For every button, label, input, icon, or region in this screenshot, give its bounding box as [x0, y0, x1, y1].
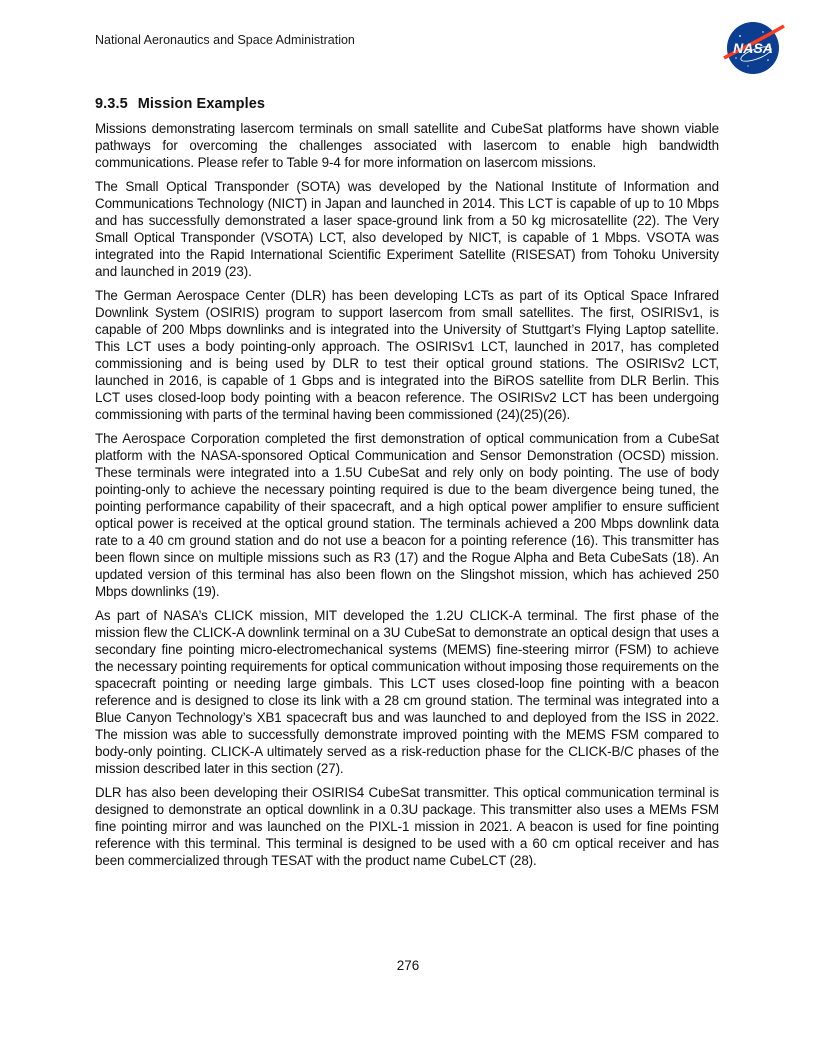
nasa-logo-icon: [718, 18, 788, 78]
nasa-logo-text: NASA: [733, 40, 773, 56]
paragraph-osiris4: DLR has also been developing their OSIRIS4 CubeSat transmitter. This optical communication terminal is designed to demonstrate an optical downlink in a 0.3U package. This transmitter also uses a MEMs FSM fine pointing mirror and was launched on the PIXL-1 mission in 2021. A beacon is used for fine pointing reference with this terminal. This terminal is designed to be used with a 60 cm optical receiver and has been commercialized through TESAT with the product name CubeLCT (28).: [95, 785, 719, 868]
section-heading: [95, 96, 719, 112]
page-header-organization: National Aeronautics and Space Administration: [95, 33, 355, 47]
paragraph-sota: The Small Optical Transponder (SOTA) was developed by the National Institute of Information and Communications Technology (NICT) in Japan and launched in 2014. This LCT is capable of up to 10 Mbps and has successfully demonstrated a laser space-ground link from a 50 kg microsatellite (22). The Very Small Optical Transponder (VSOTA) LCT, also developed by NICT, is capable of 1 Mbps. VSOTA was integrated into the Rapid International Scientific Experiment Satellite (RISESAT) from Tohoku University and launched in 2019 (23).: [95, 179, 719, 279]
document-body: [95, 96, 719, 876]
paragraph-click: As part of NASA’s CLICK mission, MIT developed the 1.2U CLICK-A terminal. The first phase of the mission flew the CLICK-A downlink terminal on a 3U CubeSat to demonstrate an optical design that uses a secondary fine pointing micro-electromechanical systems (MEMS) fine-steering mirror (FSM) to achieve the necessary pointing requirements for optical communication without imposing those requirements on the spacecraft pointing or needing large gimbals. This LCT uses closed-loop fine pointing with a beacon reference and is designed to close its link with a 28 cm ground station. The terminal was integrated into a Blue Canyon Technology’s XB1 spacecraft bus and was launched to and deployed from the ISS in 2022. The mission was able to successfully demonstrate improved pointing with the MEMS FSM compared to body-only pointing. CLICK-A ultimately served as a risk-reduction phase for the CLICK-B/C phases of the mission described later in this section (27).: [95, 608, 719, 776]
paragraph-osiris: The German Aerospace Center (DLR) has been developing LCTs as part of its Optical Space Infrared Downlink System (OSIRIS) program to support lasercom from small satellites. The first, OSIRISv1, is capable of 200 Mbps downlinks and is integrated into the University of Stuttgart’s Flying Laptop satellite. This LCT uses a body pointing-only approach. The OSIRISv1 LCT, launched in 2017, has completed commissioning and is being used by DLR to test their optical ground stations. The OSIRISv2 LCT, launched in 2016, is capable of 1 Gbps and is integrated into the BiROS satellite from DLR Berlin. This LCT uses closed-loop body pointing with a beacon reference. The OSIRISv2 LCT has been undergoing commissioning with parts of the terminal having been commissioned (24)(25)(26).: [95, 288, 719, 422]
section-number: 9.3.5: [95, 96, 128, 112]
page-number: 276: [396, 958, 420, 973]
paragraph-ocsd: The Aerospace Corporation completed the first demonstration of optical communication from a CubeSat platform with the NASA-sponsored Optical Communication and Sensor Demonstration (OCSD) mission. These terminals were integrated into a 1.5U CubeSat and rely only on body pointing. The use of body pointing-only to achieve the necessary pointing required is due to the beam divergence being tuned, the pointing performance capability of their spacecraft, and a high optical power amplifier to ensure sufficient optical power is received at the optical ground station. The terminals achieved a 200 Mbps downlink data rate to a 40 cm ground station and do not use a beacon for a pointing reference (16). This transmitter has been flown since on multiple missions such as R3 (17) and the Rogue Alpha and Beta CubeSats (18). An updated version of this terminal has also been flown on the Slingshot mission, which has achieved 250 Mbps downlinks (19).: [95, 431, 719, 599]
section-title: Mission Examples: [137, 96, 266, 112]
paragraph-intro: Missions demonstrating lasercom terminals on small satellite and CubeSat platforms have shown viable pathways for overcoming the challenges associated with lasercom to enable high bandwidth communications. Please refer to Table 9-4 for more information on lasercom missions.: [95, 121, 719, 170]
